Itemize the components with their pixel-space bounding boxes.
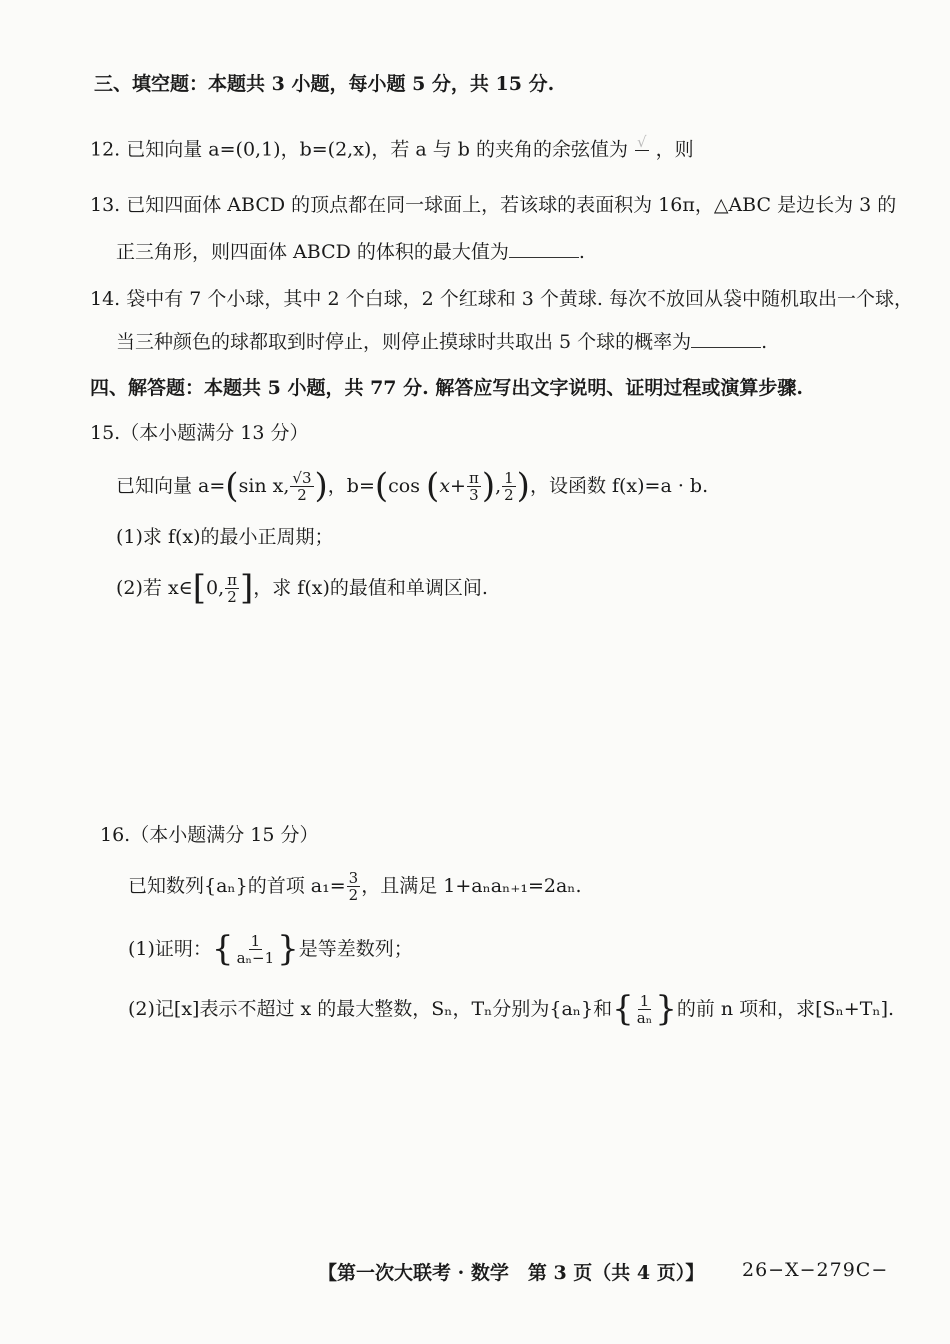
q16-three-halves: $\frac{3}{2}$ bbox=[348, 868, 359, 904]
q13-line2-text: 正三角形，则四面体 ABCD 的体积的最大值为 bbox=[116, 241, 509, 263]
q15-sin-x: sin x, bbox=[238, 475, 290, 497]
q15-x-plus: x+ bbox=[439, 475, 466, 497]
q15-part1: (1)求 f(x)的最小正周期； bbox=[116, 526, 334, 548]
q16-part1-b: 是等差数列； bbox=[298, 938, 413, 960]
q15-zero: 0, bbox=[206, 577, 225, 599]
q16-stem bbox=[128, 866, 582, 906]
question-13-line2: 正三角形，则四面体 ABCD 的体积的最大值为 . bbox=[116, 241, 585, 263]
q14-line2-text: 当三种颜色的球都取到时停止，则停止摸球时共取出 5 个球的概率为 bbox=[116, 331, 692, 353]
section-answers-heading: 四、解答题：本题共 5 小题，共 77 分. 解答应写出文字说明、证明过程或演算步骤. bbox=[90, 377, 803, 399]
answer-blank bbox=[509, 243, 579, 258]
q15-sqrt3-over-2: $\frac{√3}{2}$ bbox=[292, 468, 312, 504]
q16-one-over-an-minus-1: $\frac{1}{\text{aₙ−1}}$ bbox=[236, 931, 275, 967]
question-12 bbox=[90, 134, 694, 167]
q15-stem-c: ，设函数 f(x)=a · b. bbox=[529, 475, 709, 497]
q12-text: 12. 已知向量 a=(0,1)，b=(2,x)，若 a 与 b 的夹角的余弦值为 bbox=[90, 138, 628, 161]
exam-code: 26−X−279C− bbox=[742, 1259, 889, 1281]
q15-part2: (2)若 x∈ [ 0, $\frac{\pi}{2}$ ] ，求 f(x)的最值和单调区间. bbox=[116, 568, 488, 608]
q16-header: 16.（本小题满分 15 分） bbox=[100, 824, 319, 846]
q15-header: 15.（本小题满分 13 分） bbox=[90, 422, 309, 444]
q16-one-over-an: $\frac{1}{\text{aₙ}}$ bbox=[636, 991, 653, 1027]
page-footer: 【第一次大联考 · 数学 第 3 页（共 4 页）】 bbox=[318, 1262, 705, 1284]
q15-part2-b: ，求 f(x)的最值和单调区间. bbox=[253, 577, 488, 599]
q12-tail: ，则 bbox=[655, 138, 694, 161]
q15-pi-over-2: $\frac{\pi}{2}$ bbox=[227, 570, 237, 606]
q15-pi-over-3: $\frac{\pi}{3}$ bbox=[468, 468, 479, 504]
question-14-line1: 14. 袋中有 7 个小球，其中 2 个白球，2 个红球和 3 个黄球. 每次不放回从袋中随机取出一个球， bbox=[90, 288, 913, 310]
q16-part1: (1)证明： { $\frac{1}{\text{aₙ−1}}$ } 是等差数列； bbox=[128, 929, 413, 969]
q16-stem-a: 已知数列{aₙ}的首项 a₁= bbox=[128, 875, 346, 897]
q16-part2-a: (2)记[x]表示不超过 x 的最大整数，Sₙ，Tₙ分别为{aₙ}和 bbox=[128, 998, 613, 1020]
q15-stem: 已知向量 a= ( sin x, $\frac{√3}{2}$ ) ，b= ( cos ( x+ $\frac{\pi}{3}$ ) , $\frac{1}{2}$ ) ，设函数 f(x)=a · b. bbox=[116, 466, 709, 506]
section-fill-in-heading: 三、填空题：本题共 3 小题，每小题 5 分，共 15 分. bbox=[94, 73, 555, 95]
q16-part2-b: 的前 n 项和，求[Sₙ+Tₙ]. bbox=[676, 998, 895, 1020]
question-13-line1: 13. 已知四面体 ABCD 的顶点都在同一球面上，若该球的表面积为 16π，△ABC 是边长为 3 的 bbox=[90, 194, 897, 216]
q16-part2: (2)记[x]表示不超过 x 的最大整数，Sₙ，Tₙ分别为{aₙ}和 { $\frac{1}{\text{aₙ}}$ } 的前 n 项和，求[Sₙ+Tₙ]. bbox=[128, 989, 895, 1029]
q15-stem-b: ，b= bbox=[327, 475, 375, 497]
question-14-line2: 当三种颜色的球都取到时停止，则停止摸球时共取出 5 个球的概率为 . bbox=[116, 331, 768, 353]
q16-stem-b: ，且满足 1+aₙaₙ₊₁=2aₙ. bbox=[361, 875, 582, 897]
q12-cos-value: √ bbox=[637, 133, 647, 151]
q15-part2-a: (2)若 x∈ bbox=[116, 577, 193, 599]
q15-one-half: $\frac{1}{2}$ bbox=[504, 468, 514, 504]
q15-cos: cos bbox=[388, 475, 420, 497]
answer-blank bbox=[691, 333, 761, 348]
q16-part1-a: (1)证明： bbox=[128, 938, 212, 960]
q15-stem-a: 已知向量 a= bbox=[116, 475, 226, 497]
